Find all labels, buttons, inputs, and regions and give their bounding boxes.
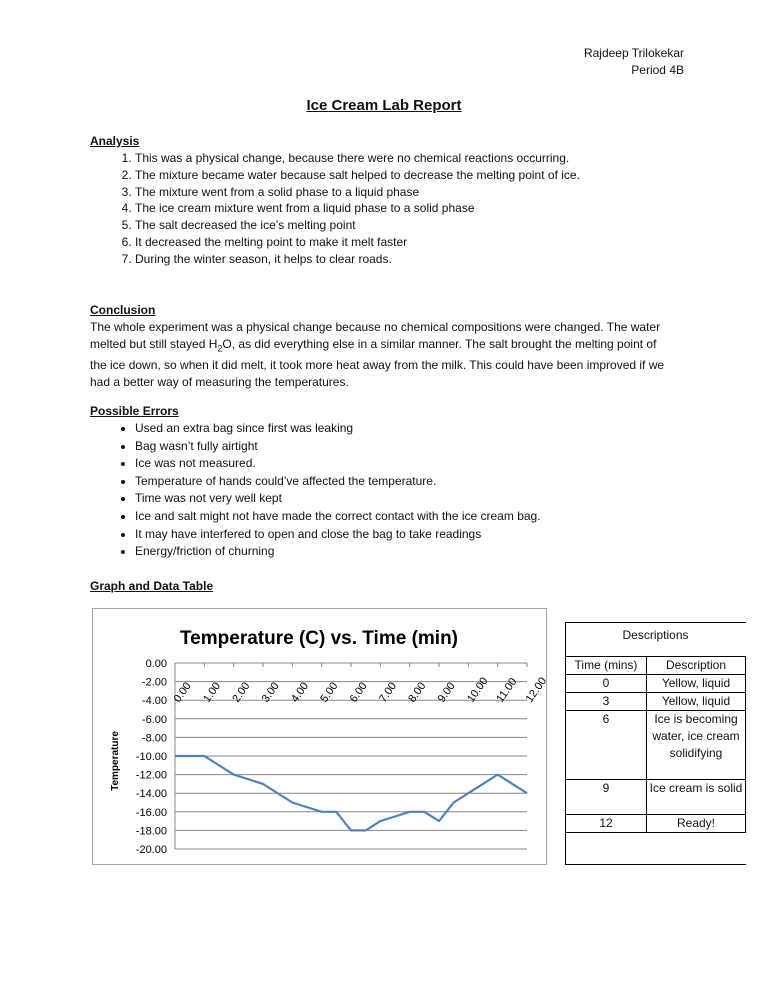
header-time: Time (mins) (566, 657, 647, 675)
error-item: • Bag wasn’t fully airtight (135, 438, 695, 456)
table-row (566, 815, 746, 833)
x-tick-label: 7.00 (376, 680, 400, 705)
analysis-item: 5. The salt decreased the ice’s melting point (135, 217, 695, 234)
analysis-item: 6. It decreased the melting point to make it melt faster (135, 234, 695, 251)
y-tick-label: -2.00 (141, 676, 167, 689)
description-cell: Ice is becoming water, ice cream solidifying (647, 711, 746, 780)
x-tick-label: 10.00 (464, 675, 491, 705)
report-title (0, 97, 768, 114)
chart-title: Temperature (C) vs. Time (min) (179, 628, 459, 649)
x-tick-label: 11.00 (494, 675, 520, 705)
x-tick-label: 3.00 (259, 680, 282, 705)
y-tick-label: -14.00 (135, 788, 167, 801)
chart-svg (93, 609, 550, 864)
time-cell: 9 (566, 780, 647, 815)
x-tick-label: 9.00 (435, 680, 458, 705)
analysis-list (90, 150, 695, 268)
x-tick-label: 2.00 (230, 680, 253, 705)
table-row (566, 693, 746, 711)
errors-heading: Possible Errors (90, 404, 179, 418)
time-cell: 0 (566, 675, 647, 693)
analysis-item: 1. This was a physical change, because there were no chemical reactions occurring. (135, 150, 695, 167)
error-item: • Ice was not measured. (135, 455, 695, 473)
conclusion-subscript: 2 (217, 343, 223, 354)
descriptions-title: Descriptions (622, 628, 689, 642)
conclusion-text-start: The whole experiment was a physical change because no chemical compositions were changed. The water melted but still stayed H (90, 320, 661, 351)
y-tick-label: -18.00 (135, 825, 167, 838)
time-cell: 12 (566, 815, 647, 833)
error-item: • Ice and salt might not have made the correct contact with the ice cream bag. (135, 508, 695, 526)
error-item: • Time was not very well kept (135, 490, 695, 508)
description-cell: Ice cream is solid (647, 780, 746, 815)
error-item: • Temperature of hands could’ve affected the temperature. (135, 473, 695, 491)
y-tick-label: -20.00 (135, 844, 167, 856)
x-tick-label: 4.00 (288, 680, 312, 705)
table-row (566, 711, 746, 780)
x-tick-label: 8.00 (406, 680, 429, 705)
error-item: • It may have interfered to open and close the bag to take readings (135, 526, 695, 544)
error-item: • Used an extra bag since first was leaking (135, 420, 695, 438)
conclusion-paragraph (90, 319, 670, 391)
graph-heading: Graph and Data Table (90, 579, 214, 593)
x-tick-label: 1.00 (200, 680, 224, 705)
description-cell: Ready! (647, 815, 746, 833)
errors-list (90, 420, 695, 561)
x-tick-label: 5.00 (318, 680, 341, 705)
x-tick-label: 12.00 (523, 675, 550, 705)
conclusion-text-end: O, as did everything else in a similar manner. The salt brought the melting point of the ice down, so when it did melt, it took more heat away from the milk. This could have been improved if we had a better way of measuring the temperatures. (90, 337, 665, 390)
time-cell: 3 (566, 693, 647, 711)
analysis-heading: Analysis (90, 134, 140, 148)
class-period: Period 4B (631, 63, 684, 77)
table-row (566, 780, 746, 815)
x-tick-label: 0.00 (171, 680, 194, 705)
analysis-item: 2. The mixture became water because salt helped to decrease the melting point of ice. (135, 167, 695, 184)
descriptions-table (565, 656, 746, 833)
temperature-chart (92, 608, 550, 865)
y-tick-labels (136, 658, 167, 856)
conclusion-heading: Conclusion (90, 303, 156, 317)
report-title-text: Ice Cream Lab Report (306, 97, 462, 114)
y-tick-label: -6.00 (141, 713, 167, 726)
description-cell: Yellow, liquid (647, 675, 746, 693)
y-tick-label: -10.00 (135, 751, 167, 763)
table-row (566, 675, 746, 693)
y-tick-label: 0.00 (145, 658, 167, 670)
analysis-item: 4. The ice cream mixture went from a liquid phase to a solid phase (135, 200, 695, 217)
analysis-item: 7. During the winter season, it helps to clear roads. (135, 251, 695, 268)
analysis-item: 3. The mixture went from a solid phase to a liquid phase (135, 184, 695, 201)
y-tick-label: -16.00 (135, 806, 167, 819)
descriptions-panel (565, 622, 746, 865)
y-tick-label: -4.00 (141, 695, 167, 708)
y-axis-label: Temperature (110, 731, 121, 791)
y-tick-label: -12.00 (135, 769, 167, 782)
time-cell: 6 (566, 711, 647, 780)
author-block (584, 45, 684, 79)
author-name: Rajdeep Trilokekar (583, 46, 684, 60)
description-cell: Yellow, liquid (647, 693, 746, 711)
x-tick-label: 6.00 (347, 680, 370, 705)
error-item: • Energy/friction of churning (135, 543, 695, 561)
header-description: Description (647, 657, 746, 675)
y-tick-label: -8.00 (141, 732, 167, 745)
table-header-row (566, 657, 746, 675)
